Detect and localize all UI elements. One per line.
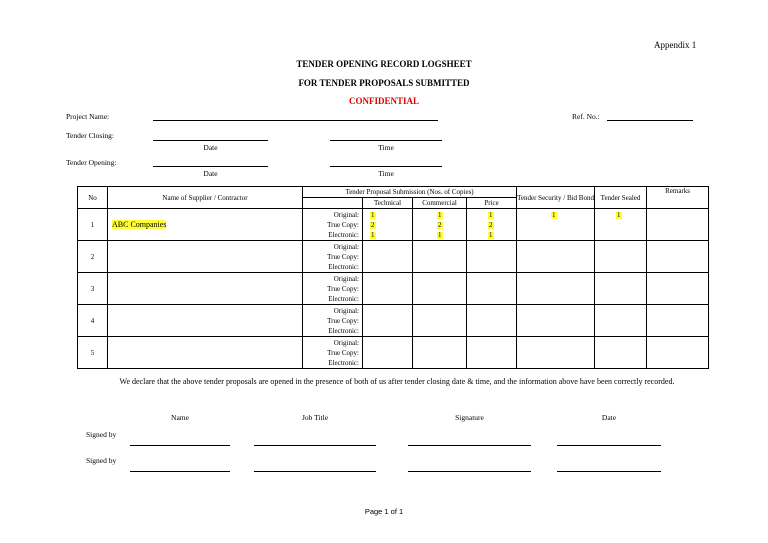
project-name-label: Project Name: bbox=[66, 112, 110, 121]
header-commercial: Commercial bbox=[413, 198, 467, 209]
security-cell[interactable] bbox=[517, 241, 595, 273]
table-row bbox=[78, 305, 709, 337]
header-sealed: Tender Sealed bbox=[595, 187, 647, 209]
remarks-cell[interactable] bbox=[647, 273, 709, 305]
price-cell[interactable]: 1 2 1 bbox=[467, 209, 517, 241]
closing-time-line[interactable] bbox=[330, 140, 442, 141]
table-row bbox=[78, 209, 709, 241]
table-row bbox=[78, 337, 709, 369]
technical-cell[interactable] bbox=[363, 273, 413, 305]
sig-header-name: Name bbox=[171, 413, 189, 422]
sealed-cell[interactable] bbox=[595, 241, 647, 273]
page-number: Page 1 of 1 bbox=[364, 507, 404, 516]
ref-no-label: Ref. No.: bbox=[572, 112, 600, 121]
opening-date-caption: Date bbox=[203, 169, 218, 178]
sig-header-date: Date bbox=[601, 413, 617, 422]
commercial-cell[interactable]: 1 2 1 bbox=[413, 209, 467, 241]
confidential-label: CONFIDENTIAL bbox=[348, 96, 419, 106]
copy-labels: Original: True Copy: Electronic: bbox=[303, 337, 363, 369]
technical-cell[interactable]: 1 2 1 bbox=[363, 209, 413, 241]
security-cell[interactable] bbox=[517, 305, 595, 337]
supplier-cell[interactable] bbox=[108, 241, 303, 273]
commercial-cell[interactable] bbox=[413, 241, 467, 273]
appendix-label: Appendix 1 bbox=[654, 40, 697, 50]
copy-labels: Original: True Copy: Electronic: bbox=[303, 241, 363, 273]
header-security: Tender Security / Bid Bond bbox=[517, 187, 595, 209]
technical-cell[interactable] bbox=[363, 305, 413, 337]
signer1-signature-line[interactable] bbox=[408, 445, 531, 446]
ref-no-line[interactable] bbox=[607, 120, 693, 121]
header-submission: Tender Proposal Submission (Nos. of Copies) bbox=[303, 187, 517, 198]
commercial-cell[interactable] bbox=[413, 273, 467, 305]
header-technical: Technical bbox=[363, 198, 413, 209]
signer1-date-line[interactable] bbox=[557, 445, 661, 446]
supplier-cell[interactable] bbox=[108, 337, 303, 369]
signed-by-label-1: Signed by bbox=[86, 430, 117, 439]
opening-time-line[interactable] bbox=[330, 166, 442, 167]
row-number: 2 bbox=[78, 241, 108, 273]
copy-labels: Original: True Copy: Electronic: bbox=[303, 209, 363, 241]
tender-opening-label: Tender Opening: bbox=[66, 158, 117, 167]
table-row bbox=[78, 241, 709, 273]
copy-labels: Original: True Copy: Electronic: bbox=[303, 273, 363, 305]
remarks-cell[interactable] bbox=[647, 305, 709, 337]
remarks-cell[interactable] bbox=[647, 337, 709, 369]
signed-by-label-2: Signed by bbox=[86, 456, 117, 465]
signer2-date-line[interactable] bbox=[557, 471, 661, 472]
declaration-text: We declare that the above tender proposals are opened in the presence of both of us after tender closing date & time, and the information above have been correctly recorded. bbox=[119, 377, 675, 386]
signer1-title-line[interactable] bbox=[254, 445, 376, 446]
sealed-cell[interactable] bbox=[595, 305, 647, 337]
security-cell[interactable] bbox=[517, 273, 595, 305]
commercial-cell[interactable] bbox=[413, 305, 467, 337]
signer1-name-line[interactable] bbox=[130, 445, 230, 446]
remarks-cell[interactable] bbox=[647, 241, 709, 273]
sealed-cell[interactable] bbox=[595, 337, 647, 369]
tender-closing-label: Tender Closing: bbox=[66, 131, 115, 140]
signer2-name-line[interactable] bbox=[130, 471, 230, 472]
header-price: Price bbox=[467, 198, 517, 209]
signer2-signature-line[interactable] bbox=[408, 471, 531, 472]
security-cell[interactable]: 1 bbox=[517, 209, 595, 241]
header-remarks: Remarks bbox=[647, 187, 709, 209]
row-number: 1 bbox=[78, 209, 108, 241]
row-number: 5 bbox=[78, 337, 108, 369]
tender-log-table bbox=[77, 186, 709, 369]
technical-cell[interactable] bbox=[363, 241, 413, 273]
closing-date-caption: Date bbox=[203, 143, 218, 152]
supplier-cell[interactable] bbox=[108, 305, 303, 337]
document-subtitle: FOR TENDER PROPOSALS SUBMITTED bbox=[298, 78, 470, 88]
document-title: TENDER OPENING RECORD LOGSHEET bbox=[296, 59, 472, 69]
opening-time-caption: Time bbox=[378, 169, 394, 178]
project-name-line[interactable] bbox=[153, 120, 438, 121]
sealed-cell[interactable] bbox=[595, 273, 647, 305]
security-cell[interactable] bbox=[517, 337, 595, 369]
row-number: 4 bbox=[78, 305, 108, 337]
opening-date-line[interactable] bbox=[153, 166, 268, 167]
sig-header-job-title: Job Title bbox=[301, 413, 329, 422]
copy-labels: Original: True Copy: Electronic: bbox=[303, 305, 363, 337]
remarks-cell[interactable] bbox=[647, 209, 709, 241]
price-cell[interactable] bbox=[467, 241, 517, 273]
sig-header-signature: Signature bbox=[455, 413, 484, 422]
technical-cell[interactable] bbox=[363, 337, 413, 369]
price-cell[interactable] bbox=[467, 273, 517, 305]
price-cell[interactable] bbox=[467, 305, 517, 337]
price-cell[interactable] bbox=[467, 337, 517, 369]
supplier-cell[interactable] bbox=[108, 209, 303, 241]
header-supplier: Name of Supplier / Contractor bbox=[108, 187, 303, 209]
supplier-cell[interactable] bbox=[108, 273, 303, 305]
commercial-cell[interactable] bbox=[413, 337, 467, 369]
supplier-name: ABC Companies bbox=[112, 220, 167, 229]
closing-date-line[interactable] bbox=[153, 140, 268, 141]
signer2-title-line[interactable] bbox=[254, 471, 376, 472]
header-no: No bbox=[78, 187, 108, 209]
closing-time-caption: Time bbox=[378, 143, 394, 152]
table-row bbox=[78, 273, 709, 305]
row-number: 3 bbox=[78, 273, 108, 305]
sealed-cell[interactable]: 1 bbox=[595, 209, 647, 241]
